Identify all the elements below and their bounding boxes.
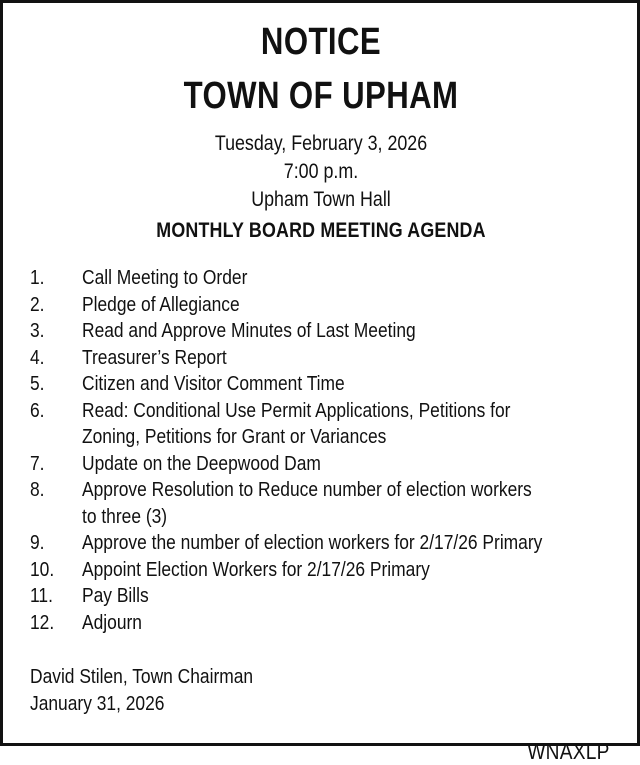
list-item-text: Update on the Deepwood Dam [82,452,321,475]
list-item-text: Pay Bills [82,585,149,608]
list-item-text: Pledge of Allegiance [82,293,240,316]
meeting-location: Upham Town Hall [251,188,391,212]
list-item [30,318,612,345]
list-item-text: Call Meeting to Order [82,267,248,290]
list-item-number: 3. [30,320,45,343]
list-item-number: 6. [30,399,45,422]
organization-title: TOWN OF UPHAM [183,74,459,117]
list-item-number: 11. [30,585,53,608]
list-item-text: Read: Conditional Use Permit Applications, Petitions for Zoning, Petitions for Grant or Variances [82,399,511,449]
list-item-number: 10. [30,558,55,581]
list-item [30,557,612,584]
list-item-text: Treasurer’s Report [82,346,227,369]
list-item-text: Citizen and Visitor Comment Time [82,373,345,396]
notice-content-area [3,3,637,765]
list-item-text: Approve the number of election workers for 2/17/26 Primary [82,532,543,555]
agenda-heading: MONTHLY BOARD MEETING AGENDA [156,218,486,242]
list-item [30,371,612,398]
list-item [30,583,612,610]
signatory-name: David Stilen, Town Chairman [30,666,254,689]
notice-header [30,23,612,245]
list-item [30,451,612,478]
notice-footer [30,664,612,765]
list-item [30,265,612,292]
list-item-number: 5. [30,373,45,396]
meeting-date: Tuesday, February 3, 2026 [214,131,428,155]
list-item-number: 2. [30,293,45,316]
list-item-text: Adjourn [82,611,142,634]
list-item-text: Read and Approve Minutes of Last Meeting [82,320,416,343]
list-item-number: 4. [30,346,45,369]
list-item-text: Appoint Election Workers for 2/17/26 Primary [82,558,430,581]
list-item-number: 7. [30,452,45,475]
legal-publication-mark: WNAXLP [527,739,610,765]
list-item [30,477,612,530]
notice-date: January 31, 2026 [30,692,165,715]
list-item [30,345,612,372]
list-item-number: 12. [30,611,55,634]
list-item-number: 8. [30,479,45,502]
legal-mark-row [30,739,612,765]
list-item [30,398,612,451]
list-item-text: Approve Resolution to Reduce number of election workers to three (3) [82,479,532,528]
list-item [30,292,612,319]
page-title: NOTICE [260,21,382,63]
list-item-number: 1. [30,267,45,290]
agenda-list [30,265,612,636]
list-item-number: 9. [30,532,45,555]
list-item [30,610,612,637]
list-item [30,530,612,557]
meeting-time: 7:00 p.m. [283,160,359,184]
